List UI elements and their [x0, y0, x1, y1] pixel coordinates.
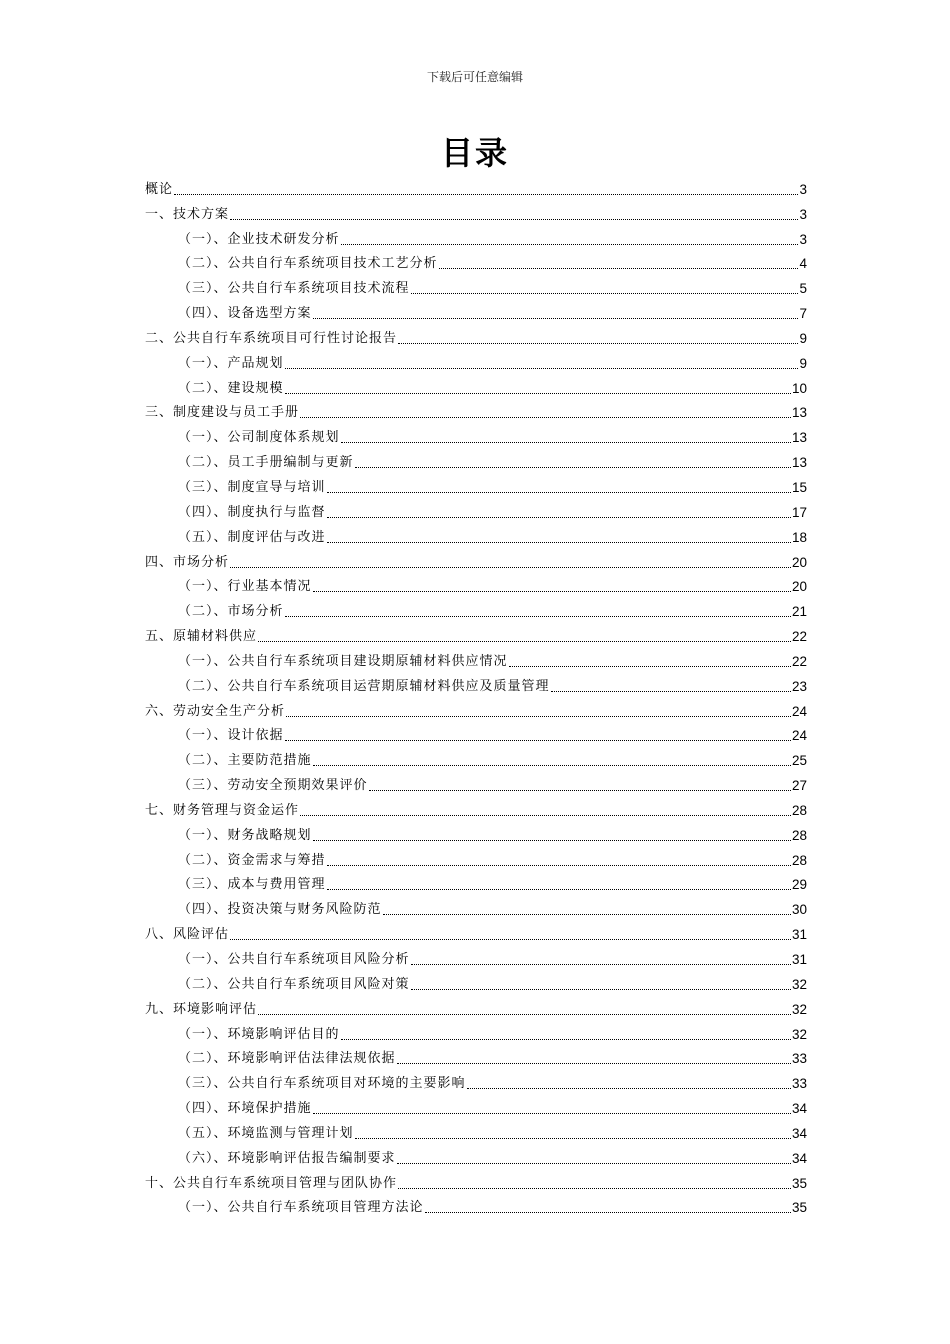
- toc-entry-page: 10: [791, 380, 807, 396]
- toc-entry-page: 28: [791, 802, 807, 818]
- toc-entry[interactable]: [145, 795, 807, 820]
- toc-dot-leader: [411, 964, 791, 965]
- toc-entry[interactable]: [145, 894, 807, 919]
- toc-entry[interactable]: [145, 721, 807, 746]
- toc-entry-page: 7: [799, 306, 807, 322]
- toc-entry[interactable]: [145, 398, 807, 423]
- toc-entry[interactable]: [145, 919, 807, 944]
- toc-dot-leader: [285, 740, 791, 741]
- toc-entry-label: （二）、公共自行车系统项目风险对策: [178, 976, 410, 992]
- toc-entry-label: （二）、公共自行车系统项目技术工艺分析: [178, 256, 438, 272]
- toc-entry[interactable]: [145, 422, 807, 447]
- toc-entry[interactable]: [145, 447, 807, 472]
- toc-entry[interactable]: [145, 671, 807, 696]
- toc-dot-leader: [258, 1014, 791, 1015]
- toc-dot-leader: [397, 1063, 791, 1064]
- toc-entry-page: 13: [791, 405, 807, 421]
- toc-entry[interactable]: [145, 249, 807, 274]
- toc-entry-page: 24: [791, 703, 807, 719]
- toc-dot-leader: [285, 368, 799, 369]
- toc-entry-page: 3: [799, 206, 807, 222]
- toc-dot-leader: [327, 517, 791, 518]
- toc-entry-page: 32: [791, 1001, 807, 1017]
- toc-entry-page: 35: [791, 1200, 807, 1216]
- toc-entry-label: （一）、环境影响评估目的: [178, 1026, 340, 1042]
- toc-entry[interactable]: [145, 199, 807, 224]
- toc-entry-page: 20: [791, 579, 807, 595]
- toc-entry-page: 31: [791, 927, 807, 943]
- toc-entry[interactable]: [145, 1044, 807, 1069]
- toc-entry-page: 31: [791, 952, 807, 967]
- toc-entry[interactable]: [145, 994, 807, 1019]
- toc-dot-leader: [300, 815, 791, 816]
- toc-entry[interactable]: [145, 572, 807, 597]
- toc-dot-leader: [383, 914, 791, 915]
- toc-dot-leader: [411, 989, 791, 990]
- toc-dot-leader: [300, 417, 791, 418]
- toc-entry[interactable]: [145, 1019, 807, 1044]
- toc-entry-label: （三）、公共自行车系统项目技术流程: [178, 281, 410, 297]
- toc-entry-page: 33: [791, 1076, 807, 1092]
- toc-entry-label: （三）、制度宣导与培训: [178, 479, 326, 495]
- toc-entry[interactable]: [145, 323, 807, 348]
- toc-entry-label: （四）、环境保护措施: [178, 1101, 312, 1117]
- toc-dot-leader: [398, 1188, 791, 1189]
- header-note: 下载后可任意编辑: [426, 70, 523, 84]
- toc-entry-label: （六）、环境影响评估报告编制要求: [178, 1150, 396, 1166]
- toc-entry[interactable]: [145, 696, 807, 721]
- toc-entry-label: （一）、企业技术研发分析: [178, 231, 340, 247]
- toc-entry-page: 34: [791, 1125, 807, 1141]
- toc-entry-label: 九、环境影响评估: [145, 1001, 258, 1017]
- toc-entry-label: （二）、市场分析: [178, 604, 284, 620]
- toc-entry-page: 25: [791, 753, 807, 769]
- toc-entry[interactable]: [145, 1118, 807, 1143]
- toc-entry[interactable]: [145, 969, 807, 994]
- toc-dot-leader: [355, 1138, 791, 1139]
- toc-entry-label: （四）、投资决策与财务风险防范: [178, 902, 382, 918]
- toc-entry-label: 七、财务管理与资金运作: [145, 802, 300, 818]
- toc-entry-label: （一）、财务战略规划: [178, 827, 312, 843]
- toc-entry-label: （五）、环境监测与管理计划: [178, 1125, 354, 1141]
- toc-entry-label: （一）、公共自行车系统项目建设期原辅材料供应情况: [178, 653, 508, 669]
- toc-entry-page: 17: [791, 504, 807, 520]
- toc-entry-label: （三）、劳动安全预期效果评价: [178, 778, 368, 794]
- toc-entry[interactable]: [145, 596, 807, 621]
- toc-entry-label: （三）、公共自行车系统项目对环境的主要影响: [178, 1076, 466, 1092]
- toc-entry-page: 3: [799, 181, 807, 197]
- toc-entry-page: 32: [791, 976, 807, 992]
- toc-entry-label: 概论: [145, 181, 174, 197]
- toc-dot-leader: [411, 293, 799, 294]
- toc-entry-label: （二）、建设规模: [178, 380, 284, 396]
- toc-entry[interactable]: [145, 1168, 807, 1193]
- toc-entry-page: 13: [791, 455, 807, 471]
- toc-entry-label: （四）、制度执行与监督: [178, 504, 326, 520]
- toc-entry[interactable]: [145, 870, 807, 895]
- toc-entry-label: （二）、公共自行车系统项目运营期原辅材料供应及质量管理: [178, 678, 550, 694]
- toc-entry-page: 18: [791, 529, 807, 545]
- toc-dot-leader: [341, 442, 791, 443]
- toc-entry-label: （一）、设计依据: [178, 728, 284, 744]
- toc-dot-leader: [313, 840, 791, 841]
- toc-dot-leader: [258, 641, 791, 642]
- toc-entry-page: 22: [791, 629, 807, 645]
- toc-entry-page: 20: [791, 554, 807, 570]
- toc-entry-label: 五、原辅材料供应: [145, 629, 258, 645]
- toc-entry[interactable]: [145, 745, 807, 770]
- toc-entry-label: （一）、产品规划: [178, 355, 284, 371]
- toc-entry[interactable]: [145, 224, 807, 249]
- toc-dot-leader: [355, 467, 791, 468]
- toc-dot-leader: [327, 865, 791, 866]
- toc-dot-leader: [327, 542, 791, 543]
- toc-entry-page: 23: [791, 678, 807, 694]
- toc-entry-page: 13: [791, 430, 807, 446]
- toc-entry[interactable]: [145, 298, 807, 323]
- toc-dot-leader: [327, 889, 791, 890]
- toc-entry[interactable]: [145, 820, 807, 845]
- toc-dot-leader: [551, 691, 791, 692]
- toc-entry[interactable]: [145, 273, 807, 298]
- toc-entry-label: 三、制度建设与员工手册: [145, 405, 300, 421]
- toc-dot-leader: [313, 1113, 791, 1114]
- toc-entry-label: （二）、资金需求与筹措: [178, 852, 326, 868]
- toc-dot-leader: [509, 666, 791, 667]
- toc-entry[interactable]: [145, 348, 807, 373]
- toc-entry[interactable]: [145, 497, 807, 522]
- toc-entry-page: 32: [791, 1026, 807, 1042]
- toc-entry-label: （五）、制度评估与改进: [178, 529, 326, 545]
- toc-dot-leader: [174, 194, 798, 195]
- toc-entry-label: （一）、公共自行车系统项目风险分析: [178, 952, 410, 967]
- toc-entry[interactable]: [145, 944, 807, 969]
- toc-title: 目录: [440, 134, 509, 172]
- toc-entry[interactable]: [145, 373, 807, 398]
- toc-entry[interactable]: [145, 621, 807, 646]
- toc-entry[interactable]: [145, 547, 807, 572]
- toc-dot-leader: [313, 318, 799, 319]
- toc-entry-label: 八、风险评估: [145, 927, 230, 943]
- toc-dot-leader: [397, 1163, 791, 1164]
- toc-dot-leader: [286, 716, 791, 717]
- toc-entry-label: （三）、成本与费用管理: [178, 877, 326, 893]
- toc-dot-leader: [369, 790, 791, 791]
- toc-entry-label: （一）、行业基本情况: [178, 579, 312, 595]
- toc-entry-label: （二）、环境影响评估法律法规依据: [178, 1051, 396, 1067]
- toc-entry-page: 30: [791, 902, 807, 918]
- toc-dot-leader: [285, 616, 791, 617]
- toc-entry-label: （二）、主要防范措施: [178, 753, 312, 769]
- toc-entry-page: 9: [799, 330, 807, 346]
- toc-entry[interactable]: [145, 1193, 807, 1218]
- toc-entry-label: 一、技术方案: [145, 206, 230, 222]
- toc-entry-page: 33: [791, 1051, 807, 1067]
- toc-entry[interactable]: [145, 1093, 807, 1118]
- toc-dot-leader: [285, 393, 791, 394]
- toc-dot-leader: [327, 492, 791, 493]
- toc-entry[interactable]: [145, 770, 807, 795]
- toc-dot-leader: [230, 219, 798, 220]
- toc-entry-label: 六、劳动安全生产分析: [145, 703, 286, 719]
- toc-dot-leader: [425, 1212, 791, 1213]
- toc-entry-page: 27: [791, 778, 807, 794]
- toc-entry-page: 4: [799, 256, 807, 272]
- toc-entry-label: （一）、公司制度体系规划: [178, 430, 340, 446]
- toc-entry[interactable]: [145, 472, 807, 497]
- toc-entry-label: 二、公共自行车系统项目可行性讨论报告: [145, 330, 398, 346]
- toc-dot-leader: [341, 1039, 791, 1040]
- table-of-contents: [145, 174, 807, 1217]
- toc-entry-page: 15: [791, 479, 807, 495]
- toc-entry-page: 3: [799, 231, 807, 247]
- toc-dot-leader: [230, 567, 791, 568]
- toc-dot-leader: [467, 1088, 791, 1089]
- toc-entry-label: 十、公共自行车系统项目管理与团队协作: [145, 1175, 398, 1191]
- toc-entry[interactable]: [145, 646, 807, 671]
- toc-entry-label: （二）、员工手册编制与更新: [178, 455, 354, 471]
- toc-entry-label: （一）、公共自行车系统项目管理方法论: [178, 1200, 424, 1216]
- toc-dot-leader: [313, 765, 791, 766]
- toc-dot-leader: [230, 939, 791, 940]
- toc-entry-label: （四）、设备选型方案: [178, 306, 312, 322]
- toc-entry[interactable]: [145, 1143, 807, 1168]
- toc-entry-page: 28: [791, 852, 807, 868]
- toc-entry-page: 21: [791, 604, 807, 620]
- toc-entry-page: 35: [791, 1175, 807, 1191]
- toc-entry[interactable]: [145, 1068, 807, 1093]
- toc-entry-page: 9: [799, 355, 807, 371]
- toc-entry[interactable]: [145, 174, 807, 199]
- toc-entry[interactable]: [145, 522, 807, 547]
- toc-entry-page: 22: [791, 653, 807, 669]
- toc-entry[interactable]: [145, 845, 807, 870]
- toc-entry-page: 29: [791, 877, 807, 893]
- toc-entry-page: 28: [791, 827, 807, 843]
- toc-entry-page: 34: [791, 1150, 807, 1166]
- toc-entry-label: 四、市场分析: [145, 554, 230, 570]
- toc-entry-page: 34: [791, 1101, 807, 1117]
- toc-entry-page: 24: [791, 728, 807, 744]
- toc-dot-leader: [398, 343, 798, 344]
- toc-dot-leader: [439, 268, 799, 269]
- toc-dot-leader: [341, 244, 799, 245]
- toc-dot-leader: [313, 591, 791, 592]
- toc-entry-page: 5: [799, 281, 807, 297]
